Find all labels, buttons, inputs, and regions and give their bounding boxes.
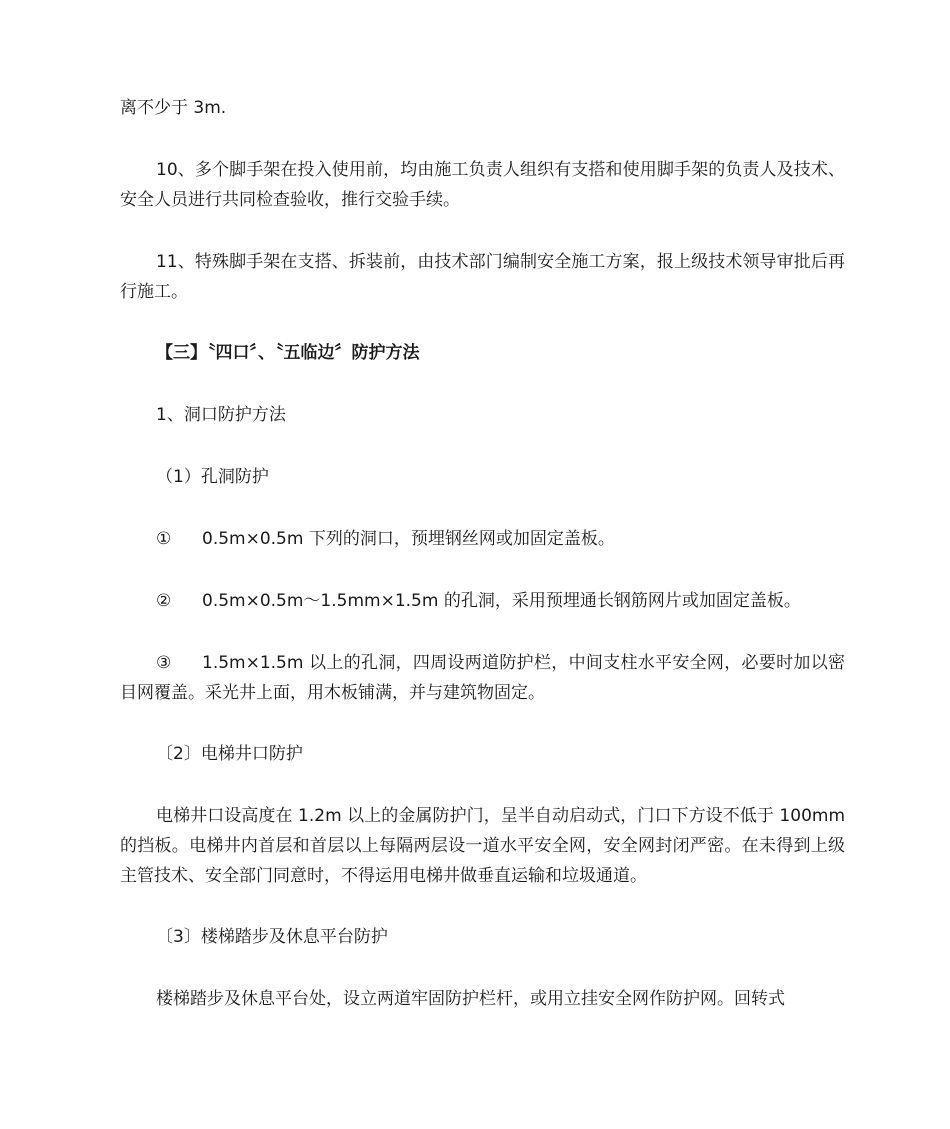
subheading-elevator-shaft: 〔2〕电梯井口防护	[156, 744, 303, 764]
list-item-number: ①	[156, 529, 172, 549]
list-item	[120, 648, 845, 708]
subheading-hole-protection: （1）孔洞防护	[156, 467, 269, 487]
paragraph-item-11: 11、特殊脚手架在支搭、拆装前，由技术部门编制安全施工方案，报上级技术领导审批后再行施工。	[120, 252, 845, 302]
paragraph-stairs: 楼梯踏步及休息平台处，设立两道牢固防护栏杆，或用立挂安全网作防护网。回转式	[156, 989, 785, 1009]
subheading-stairs: 〔3〕楼梯踏步及休息平台防护	[156, 927, 388, 947]
paragraph-item-10: 10、多个脚手架在投入使用前，均由施工负责人组织有支搭和使用脚手架的负责人及技术、安全人员进行共同检查验收，推行交验手续。	[120, 160, 845, 210]
paragraph-continuation: 离不少于 3m.	[120, 98, 227, 118]
paragraph-elevator-shaft: 电梯井口设高度在 1.2m 以上的金属防护门，呈半自动启动式，门口下方设不低于 100mm 的挡板。电梯井内首层和首层以上每隔两层设一道水平安全网，安全网封闭严密。在未得到上级主管技术、安全部门同意时，不得运用电梯井做垂直运输和垃圾通道。	[120, 806, 845, 886]
subsection-heading-opening-protection: 1、洞口防护方法	[156, 405, 286, 425]
list-item	[156, 524, 846, 554]
list-item	[156, 586, 846, 616]
list-item-text: 0.5m×0.5m～1.5mm×1.5m 的孔洞，采用预埋通长钢筋网片或加固定盖板。	[202, 591, 801, 611]
list-item-number: ②	[156, 591, 172, 611]
list-item-text: 0.5m×0.5m 下列的洞口，预埋钢丝网或加固定盖板。	[202, 529, 615, 549]
list-item-number: ③	[156, 653, 172, 673]
section-heading: 【三】〝四口〞、〝五临边〞防护方法	[156, 343, 420, 363]
list-item-text: 1.5m×1.5m 以上的孔洞，四周设两道防护栏，中间支柱水平安全网，必要时加以密目网覆盖。采光井上面，用木板铺满，并与建筑物固定。	[120, 653, 845, 703]
